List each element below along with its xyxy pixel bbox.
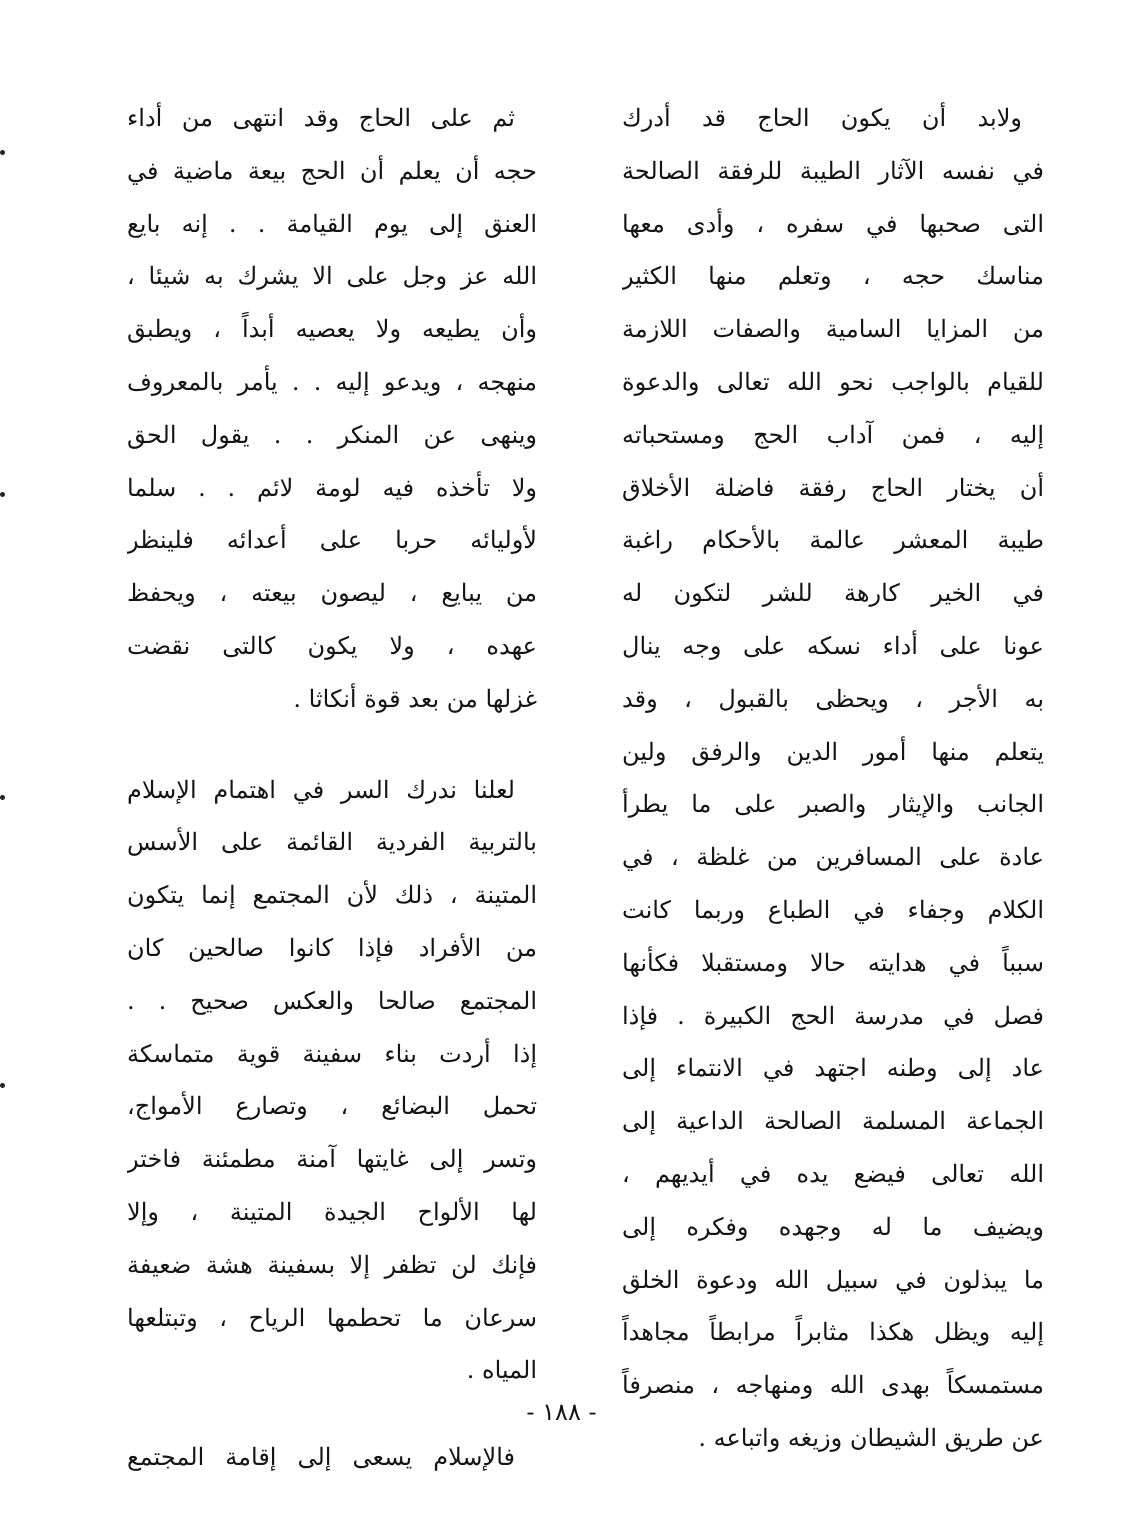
text-line: من الأفراد فإذا كانوا صالحين كان bbox=[127, 933, 537, 962]
page-number: - ١٨٨ - bbox=[526, 1398, 597, 1426]
text-line: من المزايا السامية والصفات اللازمة bbox=[622, 315, 1044, 344]
text-line: إليه ويظل هكذا مثابراً مرابطاً مجاهداً bbox=[622, 1318, 1044, 1347]
text-line: عهده ، ولا يكون كالتى نقضت bbox=[127, 631, 537, 660]
text-line: بالتربية الفردية القائمة على الأسس bbox=[127, 828, 537, 857]
text-line: فصل في مدرسة الحج الكبيرة . فإذا bbox=[622, 1001, 1044, 1030]
text-line: في الخير كارهة للشر لتكون له bbox=[622, 579, 1044, 608]
text-line: من يبايع ، ليصون بيعته ، ويحفظ bbox=[127, 579, 537, 608]
text-line: عاد إلى وطنه اجتهد في الانتماء إلى bbox=[622, 1054, 1044, 1083]
text-line: التى صحبها في سفره ، وأدى معها bbox=[622, 209, 1044, 238]
text-line: ما يبذلون في سبيل الله ودعوة الخلق bbox=[622, 1265, 1044, 1294]
text-line: ولا تأخذه فيه لومة لائم . . سلما bbox=[127, 473, 537, 502]
text-line: يتعلم منها أمور الدين والرفق ولين bbox=[622, 737, 1044, 766]
text-line: وينهى عن المنكر . . يقول الحق bbox=[127, 420, 537, 449]
text-line: لأوليائه حربا على أعدائه فلينظر bbox=[127, 526, 537, 555]
text-line: إليه ، فمن آداب الحج ومستحباته bbox=[622, 420, 1044, 449]
text-line: سرعان ما تحطمها الرياح ، وتبتلعها bbox=[127, 1303, 537, 1332]
text-line: العنق إلى يوم القيامة . . إنه بايع bbox=[127, 209, 537, 238]
text-line: فالإسلام يسعى إلى إقامة المجتمع bbox=[127, 1443, 515, 1472]
text-line: منهجه ، ويدعو إليه . . يأمر بالمعروف bbox=[127, 367, 537, 396]
text-line: ثم على الحاج وقد انتهى من أداء bbox=[127, 104, 515, 132]
text-line: طيبة المعشر عالمة بالأحكام راغبة bbox=[622, 526, 1044, 555]
text-line: غزلها من بعد قوة أنكاثا . bbox=[293, 684, 537, 713]
text-line: مناسك حجه ، وتعلم منها الكثير bbox=[622, 262, 1044, 291]
text-line: تحمل البضائع ، وتصارع الأمواج، bbox=[127, 1092, 537, 1121]
text-line: عن طريق الشيطان وزيغه واتباعه . bbox=[698, 1423, 1044, 1452]
paragraph-individual-education bbox=[127, 764, 537, 1398]
text-line: الجماعة المسلمة الصالحة الداعية إلى bbox=[622, 1107, 1044, 1136]
text-line: مستمسكاً بهدى الله ومنهاجه ، منصرفاً bbox=[622, 1371, 1044, 1400]
text-line: فإنك لن تظفر إلا بسفينة هشة ضعيفة bbox=[127, 1250, 537, 1279]
text-line: المياه . bbox=[466, 1356, 537, 1385]
left-text-column bbox=[127, 92, 537, 1484]
right-text-column bbox=[622, 92, 1044, 1465]
text-line: إذا أردت بناء سفينة قوية متماسكة bbox=[127, 1039, 537, 1068]
paragraph-bay-ah bbox=[127, 92, 537, 726]
text-line: ولابد أن يكون الحاج قد أدرك bbox=[622, 104, 1022, 132]
text-line: عادة على المسافرين من غلظة ، في bbox=[622, 843, 1044, 872]
text-line: في نفسه الآثار الطيبة للرفقة الصالحة bbox=[622, 156, 1044, 185]
scan-edge-mark bbox=[0, 795, 5, 800]
text-line: المجتمع صالحا والعكس صحيح . . bbox=[127, 986, 537, 1015]
text-line: حجه أن يعلم أن الحج بيعة ماضية في bbox=[127, 156, 537, 185]
text-line: الله تعالى فيضع يده في أيديهم ، bbox=[622, 1159, 1044, 1188]
text-line: الله عز وجل على الا يشرك به شيئا ، bbox=[127, 262, 537, 291]
scan-edge-mark bbox=[0, 492, 5, 497]
text-line: عونا على أداء نسكه على وجه ينال bbox=[622, 631, 1044, 660]
text-line: المتينة ، ذلك لأن المجتمع إنما يتكون bbox=[127, 881, 537, 910]
scan-edge-mark bbox=[0, 1083, 5, 1088]
text-line: سبباً في هدايته حالا ومستقبلا فكأنها bbox=[622, 948, 1044, 977]
text-line: لعلنا ندرك السر في اهتمام الإسلام bbox=[127, 775, 515, 804]
text-line: وأن يطيعه ولا يعصيه أبداً ، ويطبق bbox=[127, 315, 537, 344]
paragraph-islam-society bbox=[127, 1431, 537, 1484]
text-line: وتسر إلى غايتها آمنة مطمئنة فاختر bbox=[127, 1145, 537, 1174]
text-line: الكلام وجفاء في الطباع وربما كانت bbox=[622, 895, 1044, 924]
text-line: للقيام بالواجب نحو الله تعالى والدعوة bbox=[622, 367, 1044, 396]
text-line: أن يختار الحاج رفقة فاضلة الأخلاق bbox=[622, 473, 1044, 502]
text-line: لها الألواح الجيدة المتينة ، وإلا bbox=[127, 1197, 537, 1226]
text-line: ويضيف ما له وجهده وفكره إلى bbox=[622, 1212, 1044, 1241]
text-line: الجانب والإيثار والصبر على ما يطرأ bbox=[622, 790, 1044, 819]
text-line: به الأجر ، ويحظى بالقبول ، وقد bbox=[622, 684, 1044, 713]
scan-edge-mark bbox=[0, 150, 5, 155]
